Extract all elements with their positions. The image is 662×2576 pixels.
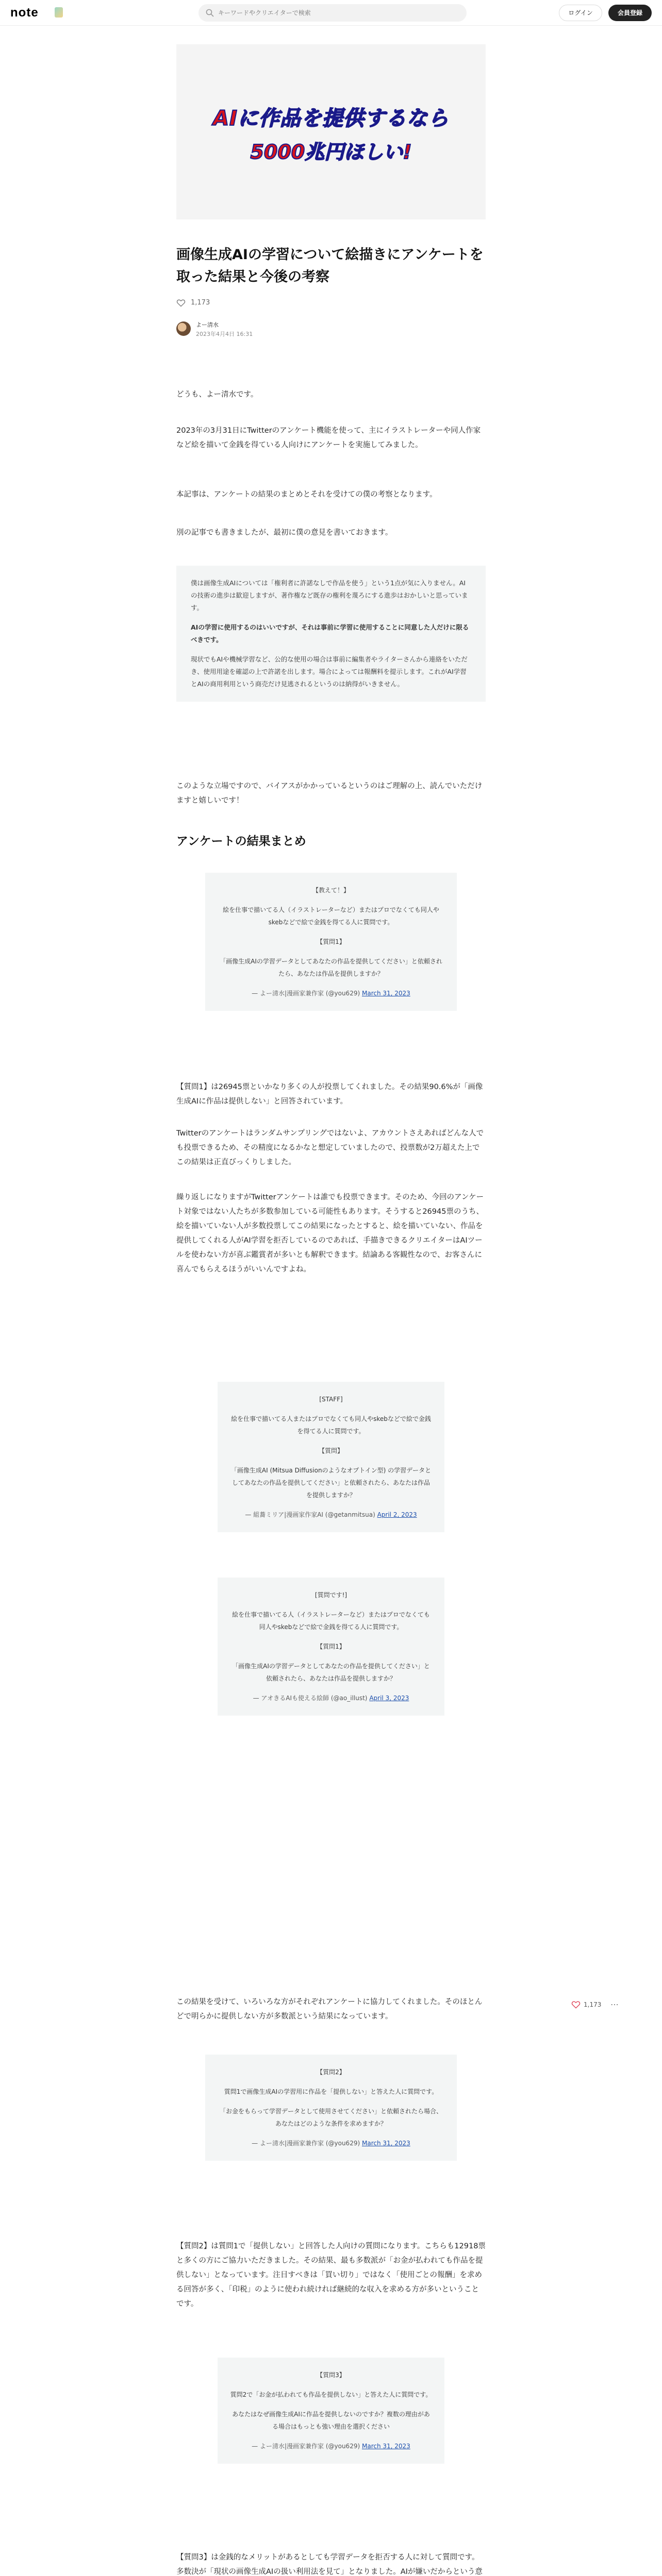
tweet-text: 「画像生成AIの学習データとしてあなたの作品を提供してください」と依頼されたら、あなたは作品を提供しますか？ <box>232 1663 430 1682</box>
tweet-text: 絵を仕事で描いてる人（イラストレーターなど）またはプロでなくても同人やskebなどで絵で金銭を得てる人に質問です。 <box>232 1611 430 1631</box>
tweet-text: 「画像生成AI (Mitsua Diffusionのようなオプトイン型) の学習データとしてあなたの作品を提供してください」と依頼されたら、あなたは作品を提供しますか？ <box>230 1467 432 1499</box>
like-count: 1,173 <box>191 299 210 307</box>
floating-like-widget[interactable] <box>571 1997 638 2012</box>
tweet-text: 【教えて！】 <box>312 887 350 894</box>
tweet-text: 質問1で画像生成AIの学習用に作品を「提供しない」と答えた人に質問です。 <box>224 2088 438 2095</box>
paragraph-twitter-survey: Twitterのアンケートはランダムサンプリングではないよ、アカウントさえあればどんな人でも投票できるため、その精度になるかなと想定していましたので、投票数が2万超えた上でこの結果は正直びっくりしました。 <box>176 1129 484 1166</box>
result-q2: 【質問2】は質問1で「提供しない」と回答した人向けの質問になります。こちらも12918票と多くの方にご協力いただきました。その結果、最も多数派が「お金が払われても作品を提供しない」となっています。注目すべきは「買い切り」ではなく「使用ごとの報酬」を求める回答が多く、「印税」のように使われ続ければ継続的な収入を求める方が多いということです。 <box>176 2242 486 2308</box>
article-header-image <box>176 44 486 219</box>
hero-text-line-2: 5000兆円ほしい! <box>250 141 412 163</box>
tweet-text: 【質問】 <box>318 1447 343 1454</box>
tweet-text: 【質問3】 <box>317 2371 345 2379</box>
floating-like-count: 1,173 <box>584 2001 602 2008</box>
result-q1: 【質問1】は26945票といかなり多くの人が投票してくれました。その結果90.6%が「画像生成AIに作品は提供しない」と回答されています。 <box>176 1083 483 1106</box>
article-title: 画像生成AIの学習について絵描きにアンケートを取った結果と今後の考察 <box>176 247 484 285</box>
tweet-author: — よー清水|漫画家兼作家 (@you629) <box>252 2443 360 2450</box>
section-heading-results: アンケートの結果まとめ <box>176 835 306 848</box>
author-name[interactable]: よー清水 <box>196 321 219 328</box>
tweet-date-link[interactable]: April 3, 2023 <box>369 1694 409 1702</box>
tweet-text: [質問です!] <box>315 1591 347 1599</box>
bias-note: このような立場ですので、バイアスがかかっているというのはご理解の上、読んでいただけますと嬉しいです！ <box>176 782 483 805</box>
login-button[interactable]: ログイン <box>559 5 602 21</box>
embedded-tweet-5[interactable] <box>218 2358 444 2464</box>
tweet-text: [STAFF] <box>319 1396 343 1403</box>
more-options-icon[interactable]: ⋯ <box>610 1999 619 2009</box>
tweet-text: 絵を仕事で描いてる人またはプロでなくても同人やskebなどで絵で金銭を得てる人に質問です。 <box>231 1415 431 1435</box>
tweet-date-link[interactable]: March 31, 2023 <box>361 2443 410 2450</box>
intro-paragraph-2: 2023年の3月31日にTwitterのアンケート機能を使って、主にイラストレーターや同人作家など絵を描いて金銭を得ている人向けにアンケートを実施してみました。 <box>176 427 481 449</box>
tweet-text: 【質問2】 <box>317 2069 345 2076</box>
embedded-tweet-2[interactable] <box>218 1382 444 1532</box>
author-avatar[interactable] <box>176 321 191 336</box>
intro-paragraph-3: 本記事は、アンケートの結果のまとめとそれを受けての僕の考察となります。 <box>176 490 437 499</box>
embedded-tweet-1[interactable] <box>205 873 457 1011</box>
callout-paragraph-1: 僕は画像生成AIについては「権利者に許諾なしで作品を使う」という1点が気に入りません。AIの技術の進歩は歓迎しますが、著作権など既存の権利を蔑ろにする進歩はおかしいと思っています。 <box>191 579 468 612</box>
heart-icon[interactable] <box>176 298 186 308</box>
heart-icon[interactable] <box>571 2000 581 2009</box>
search-input[interactable] <box>218 4 455 22</box>
callout-paragraph-2: AIの学習に使用するのはいいですが、それは事前に学習に使用することに同意した人だけに限るべきです。 <box>191 623 469 643</box>
paragraph-others-surveys: この結果を受けて、いろいろな方がそれぞれアンケートに協力してくれました。そのほとんどで明らかに提供しない方が多数派という結果になっています。 <box>176 1998 483 2021</box>
search-bar[interactable] <box>198 4 467 22</box>
opinion-callout <box>176 566 486 702</box>
tweet-text: 絵を仕事で描いてる人（イラストレーターなど）またはプロでなくても同人やskebなどで絵で金銭を得てる人に質問です。 <box>223 906 439 926</box>
tweet-author: — アオきるAIも使える絵師 (@ao_illust) <box>253 1694 368 1702</box>
hero-text-line-1: AIに作品を提供するなら <box>213 107 449 130</box>
top-navigation-bar <box>0 0 662 26</box>
tweet-text: 「お金をもらって学習データとして使用させてください」と依頼されたら場合、あなたはどのような条件を求めますか？ <box>219 2108 442 2127</box>
tweet-author: — 組蕎ミリア|漫画家作家AI (@getanmitsua) <box>245 1511 375 1518</box>
result-q3: 【質問3】は金銭的なメリットがあるとしても学習データを拒否する人に対して質問です。多数決が「現状の画像生成AIの扱い利用法を見て」となりました。AIが嫌いだからという意 <box>176 2553 483 2576</box>
embedded-tweet-3[interactable] <box>218 1578 444 1716</box>
publish-date: 2023年4月4日 16:31 <box>196 331 253 337</box>
note-logo[interactable]: note <box>10 6 39 20</box>
intro-paragraph-1: どうも、よー清水です。 <box>176 391 258 399</box>
logo-badge-icon <box>55 7 63 18</box>
tweet-text: 【質問1】 <box>317 1643 345 1650</box>
callout-paragraph-3: 現状でもAIや機械学習など、公的な使用の場合は事前に編集者やライターさんから連絡をいただき、使用用途を確認の上で許諾を出します。場合によっては報酬料を提示します。これがAI学習とAIの商用利用という商売だけ見逃されるというのは納得がいきません。 <box>191 655 468 688</box>
embedded-tweet-4[interactable] <box>205 2055 457 2161</box>
tweet-text: 質問2で「お金が払われても作品を提供しない」と答えた人に質問です。 <box>230 2391 432 2398</box>
tweet-date-link[interactable]: March 31, 2023 <box>361 2140 410 2147</box>
tweet-text: あなたはなぜ画像生成AIに作品を提供しないのですか？複数の理由がある場合はもっとも強い理由を選択ください <box>232 2411 430 2430</box>
tweet-author: — よー清水|漫画家兼作家 (@you629) <box>252 2140 360 2147</box>
tweet-date-link[interactable]: March 31, 2023 <box>361 990 410 997</box>
tweet-text: 【質問1】 <box>317 938 345 945</box>
paragraph-anyone-can-vote: 繰り返しになりますがTwitterアンケートは誰でも投票できます。そのため、今回のアンケート対象ではない人たちが多数参加している可能性もあります。そうすると26945票のうち、絵を描いていない人が多数投票してこの結果になったとすると、絵を描いていない、作品を提供してくれる人がAI学習を拒否しているのであれば、手描きできるクリエイターはAIツールを使わない方が喜ぶ鑑賞者が多いとも解釈できます。結論ある客観性なので、お客さんに喜んでもらえるほうがいいんですよね。 <box>176 1193 484 1274</box>
intro-paragraph-4: 別の記事でも書きましたが、最初に僕の意見を書いておきます。 <box>176 529 393 537</box>
tweet-author: — よー清水|漫画家兼作家 (@you629) <box>252 990 360 997</box>
tweet-date-link[interactable]: April 2, 2023 <box>377 1511 417 1518</box>
signup-button[interactable]: 会員登録 <box>608 5 652 21</box>
search-icon <box>206 9 214 17</box>
tweet-text: 「画像生成AIの学習データとしてあなたの作品を提供してください」と依頼されたら、あなたは作品を提供しますか？ <box>220 958 442 977</box>
